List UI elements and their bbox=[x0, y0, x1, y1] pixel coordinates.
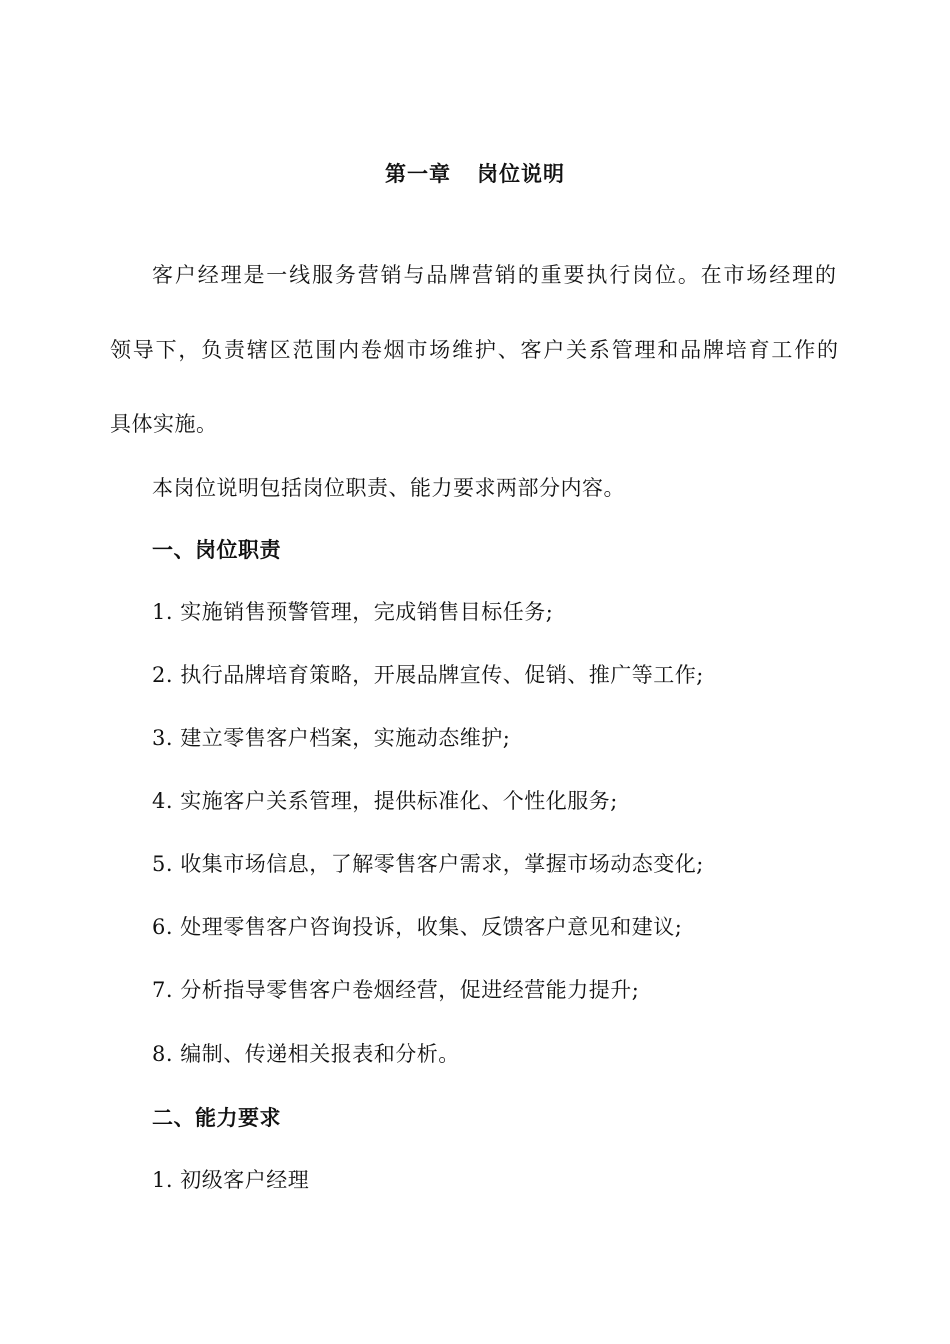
duty-item: 5. 收集市场信息，了解零售客户需求，掌握市场动态变化; bbox=[152, 852, 704, 876]
section-heading-abilities: 二、能力要求 bbox=[152, 1105, 281, 1130]
chapter-name: 岗位说明 bbox=[477, 161, 565, 186]
duty-item: 3. 建立零售客户档案，实施动态维护; bbox=[152, 726, 511, 750]
duty-item: 8. 编制、传递相关报表和分析。 bbox=[152, 1042, 460, 1066]
chapter-title bbox=[0, 160, 950, 188]
duty-item: 7. 分析指导零售客户卷烟经营，促进经营能力提升; bbox=[152, 978, 640, 1002]
duty-item: 4. 实施客户关系管理，提供标准化、个性化服务; bbox=[152, 789, 618, 813]
duty-item: 2. 执行品牌培育策略，开展品牌宣传、促销、推广等工作; bbox=[152, 663, 704, 687]
duty-item: 6. 处理零售客户咨询投诉，收集、反馈客户意见和建议; bbox=[152, 915, 683, 939]
ability-item: 1. 初级客户经理 bbox=[152, 1168, 310, 1192]
section-heading-duties: 一、岗位职责 bbox=[152, 537, 281, 562]
intro-summary: 本岗位说明包括岗位职责、能力要求两部分内容。 bbox=[152, 476, 625, 500]
intro-paragraph-line-2: 领导下，负责辖区范围内卷烟市场维护、客户关系管理和品牌培育工作的 bbox=[110, 338, 838, 362]
chapter-number: 第一章 bbox=[385, 161, 451, 186]
intro-paragraph-line-3: 具体实施。 bbox=[110, 412, 218, 436]
duty-item: 1. 实施销售预警管理，完成销售目标任务; bbox=[152, 600, 554, 624]
intro-paragraph-line-1: 客户经理是一线服务营销与品牌营销的重要执行岗位。在市场经理的 bbox=[152, 263, 836, 287]
